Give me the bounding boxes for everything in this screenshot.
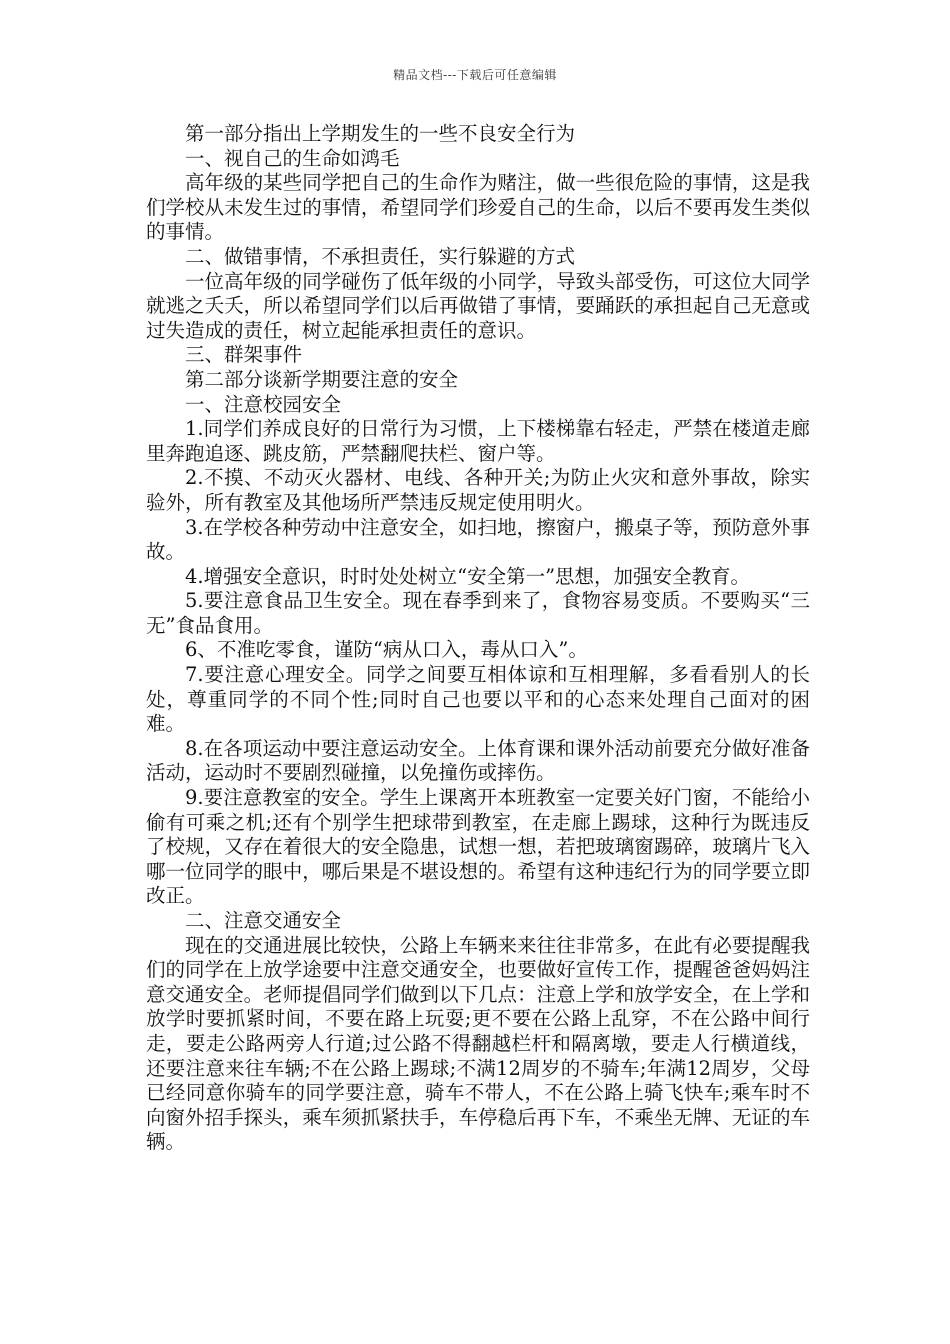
document-body — [146, 122, 810, 1155]
paragraph: 第一部分指出上学期发生的一些不良安全行为 — [185, 122, 576, 145]
paragraph: 现在的交通进展比较快，公路上车辆来来往往非常多，在此有必要提醒我们的同学在上放学途要中注意交通安全，也要做好宣传工作，提醒爸爸妈妈注意交通安全。老师提倡同学们做到以下几点：注意上学和放学安全，在上学和放学时要抓紧时间，不要在路上玩耍;更不要在公路上乱穿，不在公路中间行走，要走公路两旁人行道;过公路不得翻越栏杆和隔离墩，要走人行横道线，还要注意来往车辆;不在公路上踢球;不满12周岁的不骑车;年满12周岁，父母已经同意你骑车的同学要注意，骑车不带人，不在公路上骑飞快车;乘车时不向窗外招手探头，乘车须抓紧扶手，车停稳后再下车，不乘坐无牌、无证的车辆。 — [146, 933, 810, 1154]
paragraph: 二、注意交通安全 — [185, 909, 342, 932]
paragraph: 第二部分谈新学期要注意的安全 — [185, 367, 459, 391]
paragraph: 一、视自己的生命如鸿毛 — [185, 146, 400, 170]
paragraph: 4.增强安全意识，时时处处树立“安全第一”思想，加强安全教育。 — [185, 564, 751, 588]
paragraph: 三、群架事件 — [185, 343, 303, 367]
paragraph: 2.不摸、不动灭火器材、电线、各种开关;为防止火灾和意外事故，除实验外，所有教室及其他场所严禁违反规定使用明火。 — [146, 466, 810, 514]
paragraph: 8.在各项运动中要注意运动安全。上体育课和课外活动前要充分做好准备活动，运动时不要剧烈碰撞，以免撞伤或摔伤。 — [146, 736, 810, 785]
paragraph: 一、注意校园安全 — [185, 392, 342, 416]
paragraph: 6、不准吃零食，谨防“病从口入，毒从口入”。 — [185, 638, 588, 662]
paragraph: 3.在学校各种劳动中注意安全，如扫地，擦窗户，搬桌子等，预防意外事故。 — [146, 515, 810, 564]
paragraph: 高年级的某些同学把自己的生命作为赌注，做一些很危险的事情，这是我们学校从未发生过的事情，希望同学们珍爱自己的生命，以后不要再发生类似的事情。 — [146, 171, 810, 244]
paragraph: 7.要注意心理安全。同学之间要互相体谅和互相理解，多看看别人的长处，尊重同学的不同个性;同时自己也要以平和的心态来处理自己面对的困难。 — [146, 663, 810, 736]
paragraph: 二、做错事情，不承担责任，实行躲避的方式 — [185, 244, 576, 268]
page-header: 精品文档---下载后可任意编辑 — [393, 68, 557, 82]
paragraph: 9.要注意教室的安全。学生上课离开本班教室一定要关好门窗，不能给小偷有可乘之机;还有个别学生把球带到教室，在走廊上踢球，这种行为既违反了校规，又存在着很大的安全隐患，试想一想，若把玻璃窗踢碎，玻璃片飞入哪一位同学的眼中，哪后果是不堪设想的。希望有这种违纪行为的同学要立即改正。 — [146, 786, 810, 908]
paragraph: 5.要注意食品卫生安全。现在春季到来了，食物容易变质。不要购买“三无”食品食用。 — [146, 589, 810, 637]
paragraph: 一位高年级的同学碰伤了低年级的小同学，导致头部受伤，可这位大同学就逃之夭夭，所以希望同学们以后再做错了事情，要踊跃的承担起自己无意或过失造成的责任，树立起能承担责任的意识。 — [146, 269, 810, 342]
paragraph: 1.同学们养成良好的日常行为习惯，上下楼梯靠右轻走，严禁在楼道走廊里奔跑追逐、跳皮筋，严禁翻爬扶栏、窗户等。 — [146, 417, 810, 465]
